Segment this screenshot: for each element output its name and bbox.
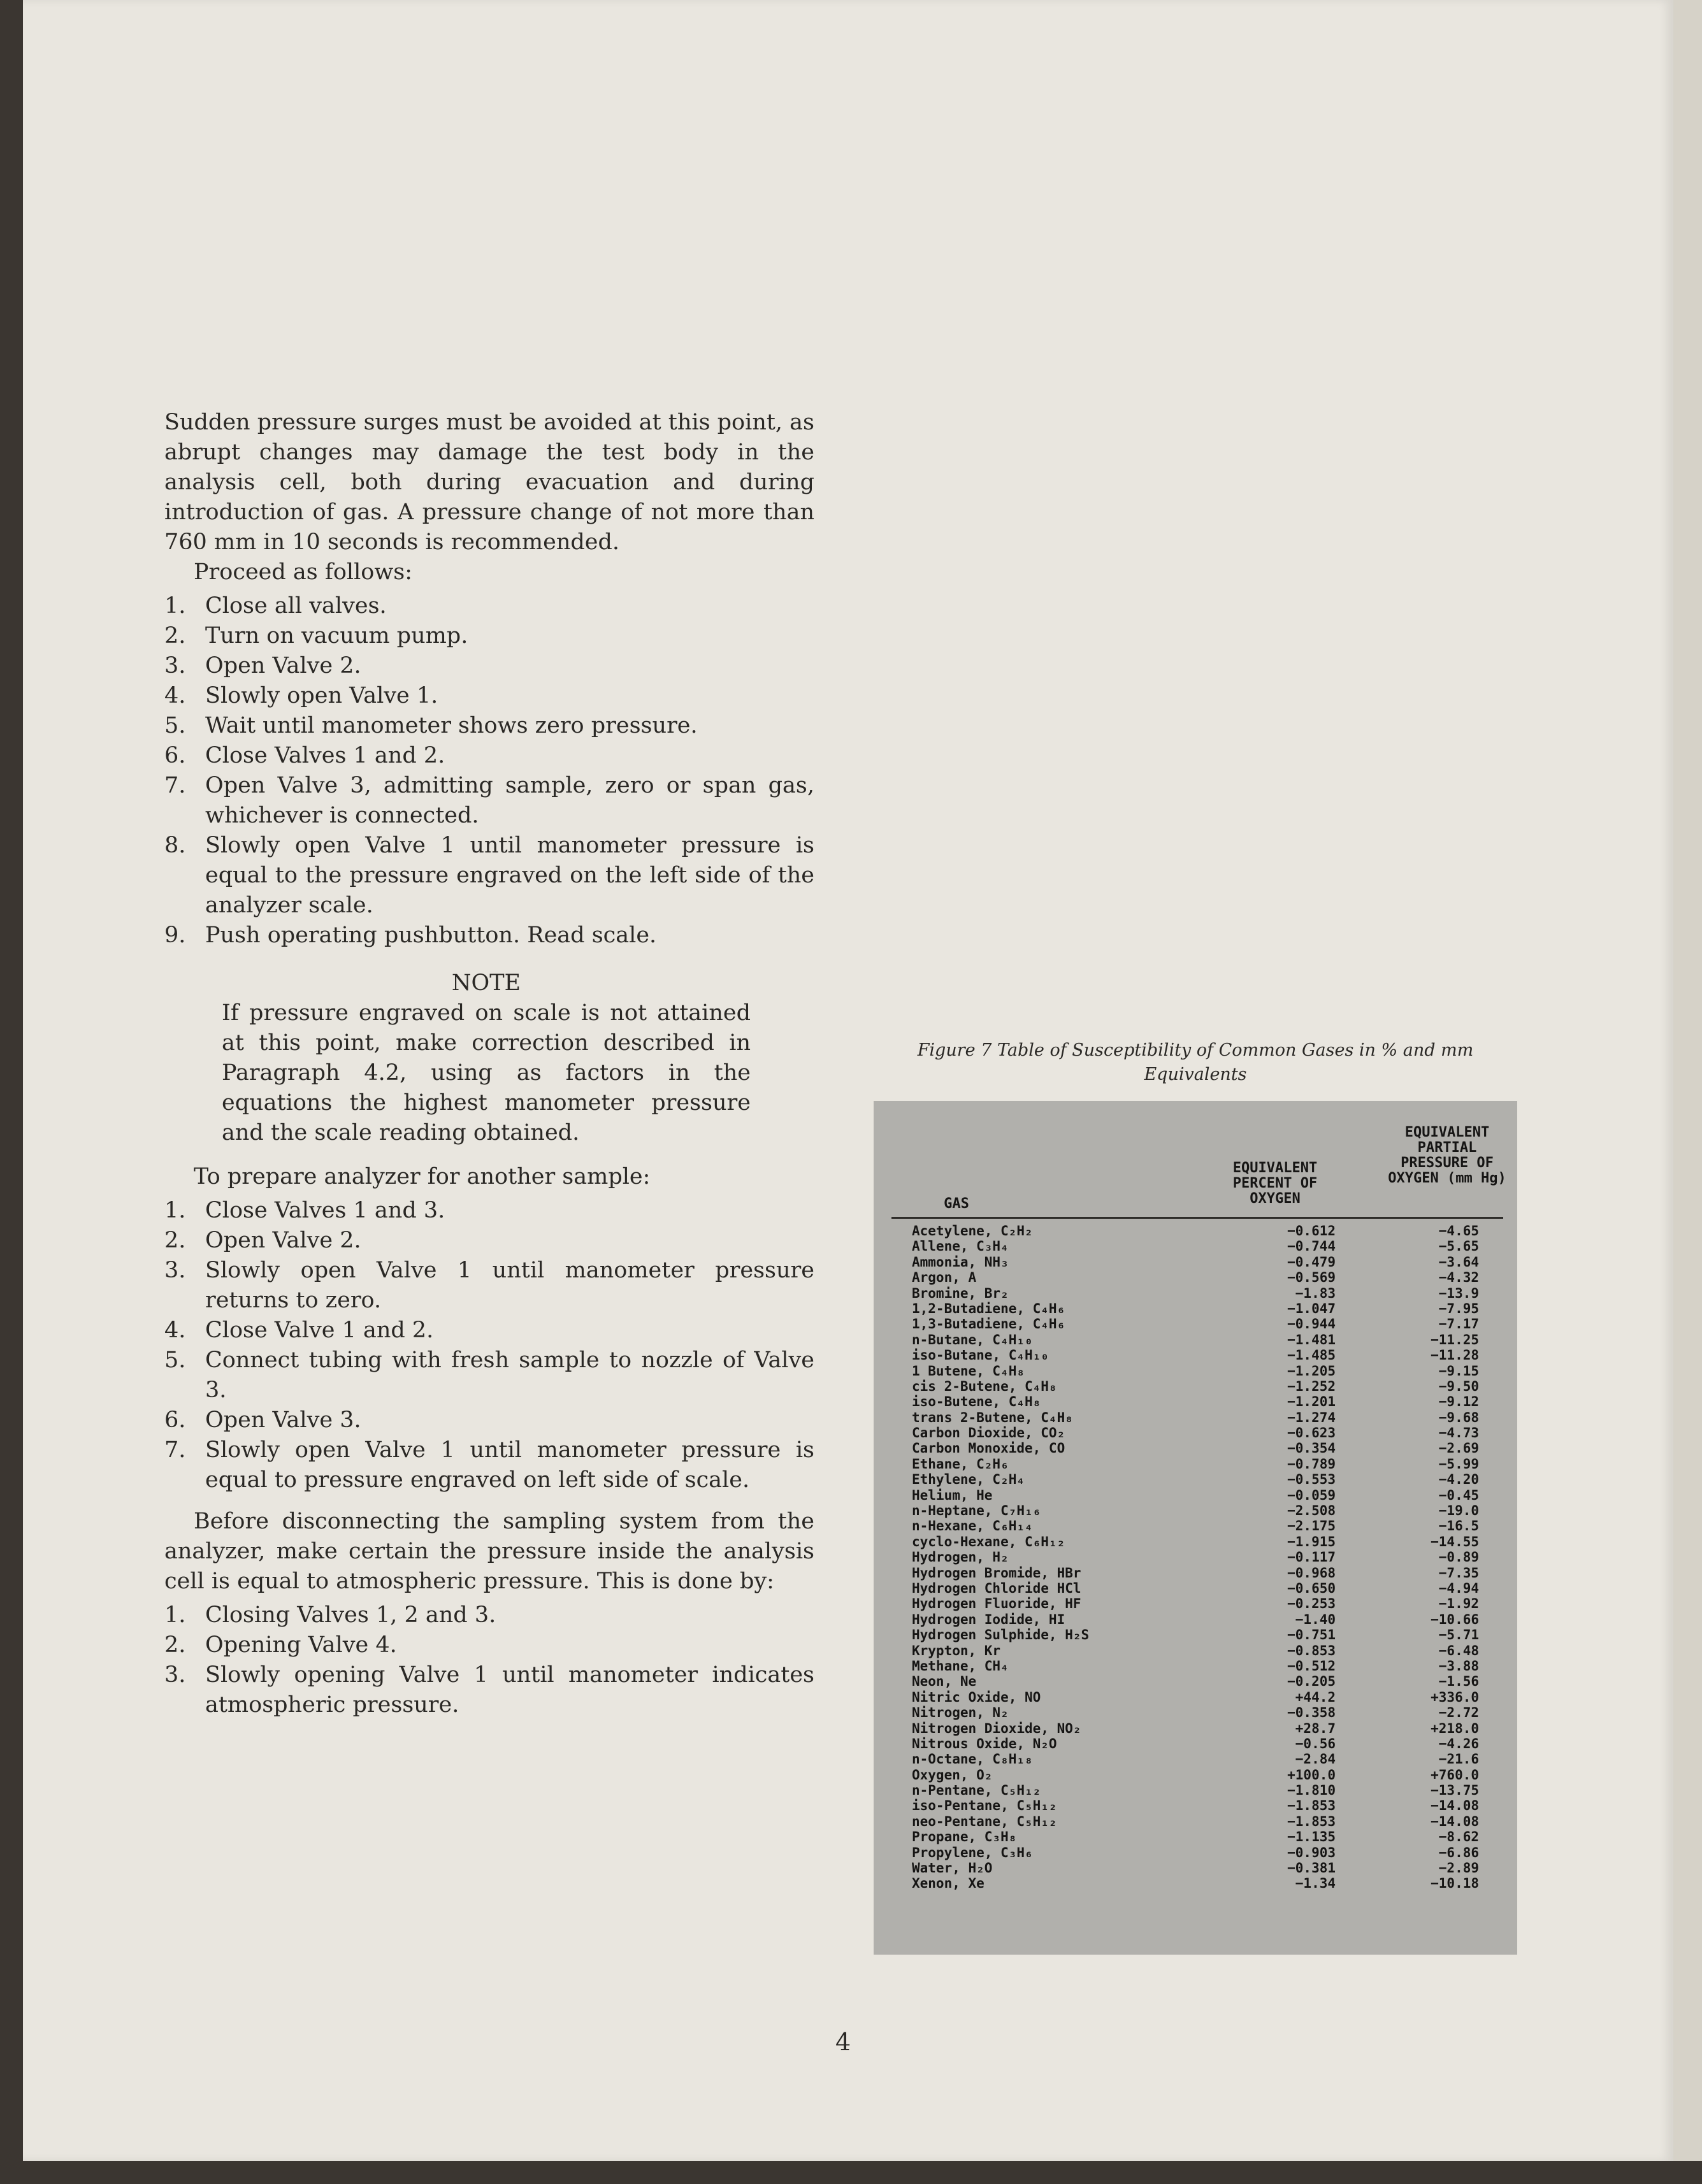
table-row [912,1254,1504,1270]
list-item-number: 1. [164,1198,186,1223]
cell-gas: Ethylene, C₂H₄ [912,1472,1025,1488]
cell-percent: −0.569 [1287,1270,1336,1286]
cell-mm: −4.94 [1438,1580,1479,1596]
cell-mm: −1.56 [1438,1674,1479,1690]
cell-percent: −1.40 [1295,1611,1336,1627]
cell-percent: −0.117 [1287,1549,1336,1565]
table-row [912,1705,1504,1720]
cell-gas: Ethane, C₂H₆ [912,1456,1009,1472]
list-item-number: 7. [164,773,186,798]
cell-percent: −0.944 [1287,1316,1336,1332]
cell-percent: −2.175 [1287,1518,1336,1534]
cell-mm: −10.66 [1431,1611,1479,1627]
cell-mm: −2.69 [1438,1440,1479,1456]
cell-mm: −1.92 [1438,1596,1479,1612]
list-item-number: 6. [164,743,186,768]
susceptibility-table [874,1101,1517,1955]
cell-gas: Nitric Oxide, NO [912,1689,1041,1705]
cell-percent: −1.135 [1287,1829,1336,1845]
cell-mm: −5.71 [1438,1627,1479,1643]
cell-mm: −6.86 [1438,1844,1479,1860]
cell-gas: iso-Pentane, C₅H₁₂ [912,1798,1057,1814]
cell-mm: −2.89 [1438,1860,1479,1876]
cell-gas: iso-Butene, C₄H₈ [912,1394,1041,1410]
table-row [912,1845,1504,1860]
table-row [912,1596,1504,1611]
list-item-number: 2. [164,1632,186,1658]
page-number: 4 [835,2028,851,2056]
list-item-text: Slowly open Valve 1 until manometer pressure is equal to pressure engraved on left side of scale. [205,1437,814,1493]
list-item-text: Turn on vacuum pump. [205,623,468,649]
table-row [912,1876,1504,1891]
cell-percent: −1.481 [1287,1332,1336,1347]
cell-percent: −1.853 [1287,1798,1336,1814]
cell-gas: trans 2-Butene, C₄H₈ [912,1409,1073,1425]
cell-gas: cyclo-Hexane, C₆H₁₂ [912,1534,1065,1549]
cell-gas: Hydrogen Chloride HCl [912,1580,1081,1596]
cell-gas: Hydrogen Iodide, HI [912,1611,1065,1627]
table-row [912,1239,1504,1254]
list-item-text: Slowly opening Valve 1 until manometer indicates atmospheric pressure. [205,1662,814,1718]
cell-percent: −0.354 [1287,1440,1336,1456]
list-item [164,1600,814,1630]
table-row [912,1363,1504,1379]
cell-mm: −4.26 [1438,1735,1479,1751]
list-item-number: 7. [164,1437,186,1463]
table-row [912,1425,1504,1440]
cell-percent: −0.512 [1287,1658,1336,1674]
cell-gas: n-Heptane, C₇H₁₆ [912,1503,1041,1519]
cell-gas: Oxygen, O₂ [912,1767,993,1783]
list-item [164,1405,814,1435]
cell-mm: −0.89 [1438,1549,1479,1565]
cell-gas: Nitrous Oxide, N₂O [912,1735,1057,1751]
cell-gas: 1 Butene, C₄H₈ [912,1363,1025,1379]
table-row [912,1674,1504,1689]
cell-percent: −1.810 [1287,1783,1336,1799]
cell-gas: Methane, CH₄ [912,1658,1009,1674]
cell-mm: −14.55 [1431,1534,1479,1549]
table-row [912,1301,1504,1316]
header-divider [891,1217,1503,1219]
table-row [912,1565,1504,1581]
cell-gas: Carbon Monoxide, CO [912,1440,1065,1456]
cell-mm: −14.08 [1431,1813,1479,1829]
table-row [912,1223,1504,1239]
proceed-text: Proceed as follows: [194,559,413,585]
cell-mm: −16.5 [1438,1518,1479,1534]
list-item [164,1346,814,1405]
disconnect-intro: Before disconnecting the sampling system from the analyzer, make certain the pressure inside the analysis cell is equal to atmospheric pressure. This is done by: [164,1509,814,1594]
cell-mm: −6.48 [1438,1642,1479,1658]
cell-gas: Argon, A [912,1270,977,1286]
cell-percent: −0.059 [1287,1487,1336,1503]
list-item-number: 4. [164,683,186,708]
cell-gas: Krypton, Kr [912,1642,1001,1658]
list-item [164,1660,814,1720]
list-item-number: 2. [164,1228,186,1253]
cell-gas: neo-Pentane, C₅H₁₂ [912,1813,1057,1829]
cell-gas: n-Butane, C₄H₁₀ [912,1332,1033,1347]
cell-mm: −4.65 [1438,1223,1479,1239]
list-item [164,771,814,831]
cell-mm: −10.18 [1431,1876,1479,1892]
list-item-number: 5. [164,1347,186,1373]
list-item-number: 4. [164,1318,186,1343]
cell-gas: iso-Butane, C₄H₁₀ [912,1347,1049,1363]
cell-percent: −0.205 [1287,1674,1336,1690]
list-item [164,1630,814,1660]
table-row [912,1581,1504,1596]
cell-mm: −8.62 [1438,1829,1479,1845]
cell-percent: −0.612 [1287,1223,1336,1239]
list-item [164,921,814,951]
cell-mm: −13.9 [1438,1285,1479,1301]
cell-percent: −1.83 [1295,1285,1336,1301]
list-item-text: Wait until manometer shows zero pressure. [205,713,698,738]
cell-mm: −9.15 [1438,1363,1479,1379]
header-percent: EQUIVALENT PERCENT OF OXYGEN [1232,1160,1318,1207]
cell-percent: −0.553 [1287,1472,1336,1488]
list-item-number: 8. [164,833,186,858]
list-item-text: Connect tubing with fresh sample to nozzle of Valve 3. [205,1347,814,1403]
cell-percent: −1.853 [1287,1813,1336,1829]
cell-mm: −3.88 [1438,1658,1479,1674]
cell-percent: −1.485 [1287,1347,1336,1363]
cell-percent: −0.56 [1295,1735,1336,1751]
table-row [912,1612,1504,1627]
table-row [912,1767,1504,1783]
intro-paragraph: Sudden pressure surges must be avoided at this point, as abrupt changes may damage the test body in the analysis cell, both during evacuation and during introduction of gas. A pressure change of not more than 760 mm in 10 seconds is recommended. [164,410,815,555]
cell-gas: Propylene, C₃H₆ [912,1844,1033,1860]
table-row [912,1456,1504,1472]
list-item-number: 3. [164,653,186,679]
table-row [912,1814,1504,1829]
cell-gas: Xenon, Xe [912,1876,984,1892]
list-item [164,1316,814,1346]
cell-gas: Acetylene, C₂H₂ [912,1223,1033,1239]
cell-mm: +760.0 [1431,1767,1479,1783]
table-row [912,1783,1504,1798]
list-item-number: 3. [164,1662,186,1688]
cell-gas: n-Pentane, C₅H₁₂ [912,1783,1041,1799]
table-row [912,1860,1504,1876]
table-row [912,1798,1504,1813]
cell-gas: Propane, C₃H₈ [912,1829,1017,1845]
cell-percent: −2.84 [1295,1751,1336,1767]
cell-mm: −9.50 [1438,1378,1479,1394]
table-row [912,1410,1504,1425]
table-row [912,1643,1504,1658]
cell-mm: −9.68 [1438,1409,1479,1425]
cell-mm: −7.95 [1438,1300,1479,1316]
list-item-text: Slowly open Valve 1 until manometer pressure is equal to the pressure engraved on the left side of the analyzer scale. [205,833,814,918]
list-item [164,1196,814,1226]
list-item-text: Close Valves 1 and 2. [205,743,445,768]
cell-mm: −9.12 [1438,1394,1479,1410]
list-item [164,1226,814,1256]
table-row [912,1721,1504,1736]
cell-percent: −1.252 [1287,1378,1336,1394]
disconnect-steps [164,1600,814,1720]
cell-mm: −4.73 [1438,1425,1479,1441]
page-edge [1673,0,1702,2161]
cell-gas: Carbon Dioxide, CO₂ [912,1425,1065,1441]
cell-percent: +44.2 [1295,1689,1336,1705]
cell-mm: −11.28 [1431,1347,1479,1363]
cell-percent: −0.751 [1287,1627,1336,1643]
cell-percent: −1.915 [1287,1534,1336,1549]
prepare-steps [164,1196,814,1495]
list-item [164,1256,814,1316]
cell-mm: −11.25 [1431,1332,1479,1347]
table-row [912,1658,1504,1674]
note-text: If pressure engraved on scale is not attained at this point, make correction described in Paragraph 4.2, using as factors in the equations the highest manometer pressure and the scale reading obtained. [222,1000,751,1146]
list-item-number: 1. [164,593,186,619]
cell-mm: −21.6 [1438,1751,1479,1767]
cell-percent: −0.789 [1287,1456,1336,1472]
list-item [164,711,814,741]
header-gas: GAS [944,1196,969,1212]
cell-percent: −1.274 [1287,1409,1336,1425]
cell-gas: n-Octane, C₈H₁₈ [912,1751,1033,1767]
table-row [912,1379,1504,1394]
cell-gas: 1,3-Butadiene, C₄H₆ [912,1316,1065,1332]
cell-percent: +28.7 [1295,1720,1336,1736]
cell-percent: −0.253 [1287,1596,1336,1612]
list-item-text: Push operating pushbutton. Read scale. [205,923,657,948]
cell-mm: −2.72 [1438,1705,1479,1721]
table-row [912,1286,1504,1301]
cell-mm: −13.75 [1431,1783,1479,1799]
cell-percent: −1.205 [1287,1363,1336,1379]
list-item-text: Slowly open Valve 1 until manometer pressure returns to zero. [205,1258,814,1313]
cell-gas: Allene, C₃H₄ [912,1239,1009,1254]
table-row [912,1347,1504,1363]
table-row [912,1503,1504,1518]
cell-percent: −0.903 [1287,1844,1336,1860]
cell-mm: −19.0 [1438,1503,1479,1519]
list-item-number: 6. [164,1407,186,1433]
table-row [912,1518,1504,1534]
table-row [912,1534,1504,1549]
cell-mm: −0.45 [1438,1487,1479,1503]
list-item-number: 2. [164,623,186,649]
cell-mm: +218.0 [1431,1720,1479,1736]
cell-mm: −7.17 [1438,1316,1479,1332]
cell-gas: cis 2-Butene, C₄H₈ [912,1378,1057,1394]
table-row [912,1270,1504,1285]
table-row [912,1751,1504,1767]
cell-mm: −3.64 [1438,1254,1479,1270]
list-item-number: 5. [164,713,186,738]
cell-gas: Helium, He [912,1487,993,1503]
list-item [164,741,814,771]
procedure-steps [164,591,814,951]
list-item-text: Slowly open Valve 1. [205,683,438,708]
list-item [164,651,814,681]
list-item-number: 3. [164,1258,186,1283]
table-row [912,1627,1504,1642]
list-item [164,591,814,621]
cell-percent: −0.968 [1287,1565,1336,1581]
table-row [912,1690,1504,1705]
list-item [164,831,814,921]
cell-gas: 1,2-Butadiene, C₄H₆ [912,1300,1065,1316]
note-block [222,968,751,1148]
table-row [912,1316,1504,1332]
list-item-text: Open Valve 2. [205,653,361,679]
table-body [912,1223,1504,1892]
table-row [912,1440,1504,1456]
cell-gas: n-Hexane, C₆H₁₄ [912,1518,1033,1534]
cell-gas: Ammonia, NH₃ [912,1254,1009,1270]
cell-gas: Nitrogen, N₂ [912,1705,1009,1721]
cell-percent: −0.358 [1287,1705,1336,1721]
cell-mm: −14.08 [1431,1798,1479,1814]
cell-gas: Hydrogen Sulphide, H₂S [912,1627,1090,1643]
cell-percent: +100.0 [1287,1767,1336,1783]
list-item-text: Open Valve 2. [205,1228,361,1253]
list-item-text: Close Valve 1 and 2. [205,1318,434,1343]
cell-percent: −0.623 [1287,1425,1336,1441]
table-row [912,1332,1504,1347]
list-item-text: Closing Valves 1, 2 and 3. [205,1602,496,1628]
cell-gas: Bromine, Br₂ [912,1285,1009,1301]
list-item [164,1435,814,1495]
cell-percent: −0.744 [1287,1239,1336,1254]
prepare-intro: To prepare analyzer for another sample: [194,1164,651,1189]
cell-gas: Neon, Ne [912,1674,977,1690]
cell-percent: −0.479 [1287,1254,1336,1270]
document-page [23,0,1673,2161]
list-item-text: Close all valves. [205,593,387,619]
cell-gas: Hydrogen Bromide, HBr [912,1565,1081,1581]
cell-percent: −1.201 [1287,1394,1336,1410]
table-row [912,1472,1504,1487]
instructions-column [164,408,814,1720]
table-row [912,1829,1504,1844]
cell-mm: −5.99 [1438,1456,1479,1472]
list-item [164,621,814,651]
cell-percent: −0.853 [1287,1642,1336,1658]
cell-gas: Hydrogen Fluoride, HF [912,1596,1081,1612]
cell-mm: −4.32 [1438,1270,1479,1286]
note-title: NOTE [451,970,521,996]
list-item-number: 1. [164,1602,186,1628]
table-row [912,1488,1504,1503]
cell-gas: Hydrogen, H₂ [912,1549,1009,1565]
list-item-text: Opening Valve 4. [205,1632,397,1658]
header-mm: EQUIVALENT PARTIAL PRESSURE OF OXYGEN (mm Hg) [1388,1124,1506,1186]
figure-caption: Figure 7 Table of Susceptibility of Common Gases in % and mm Equivalents [917,1040,1474,1084]
list-item-text: Close Valves 1 and 3. [205,1198,445,1223]
cell-percent: −1.34 [1295,1876,1336,1892]
cell-gas: Nitrogen Dioxide, NO₂ [912,1720,1081,1736]
list-item [164,681,814,711]
cell-gas: Water, H₂O [912,1860,993,1876]
cell-mm: +336.0 [1431,1689,1479,1705]
cell-mm: −7.35 [1438,1565,1479,1581]
table-row [912,1736,1504,1751]
list-item-text: Open Valve 3, admitting sample, zero or span gas, whichever is connected. [205,773,814,828]
cell-percent: −1.047 [1287,1300,1336,1316]
cell-mm: −4.20 [1438,1472,1479,1488]
cell-percent: −2.508 [1287,1503,1336,1519]
cell-percent: −0.381 [1287,1860,1336,1876]
list-item-text: Open Valve 3. [205,1407,361,1433]
list-item-number: 9. [164,923,186,948]
table-row [912,1549,1504,1565]
cell-mm: −5.65 [1438,1239,1479,1254]
cell-percent: −0.650 [1287,1580,1336,1596]
table-row [912,1394,1504,1409]
